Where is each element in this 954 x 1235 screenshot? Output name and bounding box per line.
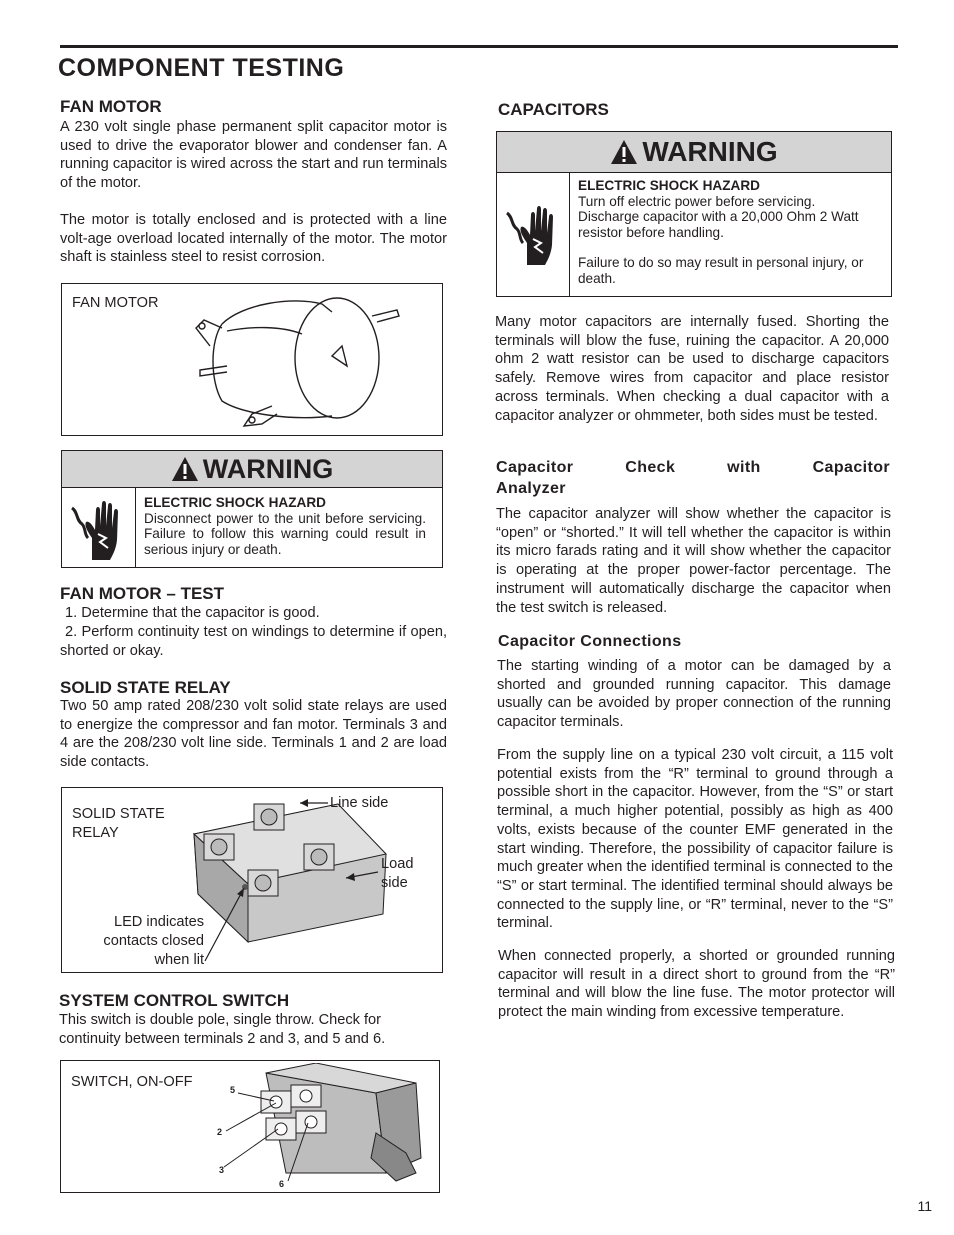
fan-motor-para-2: The motor is totally enclosed and is protected with a line volt-age overload located internally of the motor. The motor shaft is stainless steel to resist corrosion. (60, 212, 447, 266)
warning-line-1-capacitors: Turn off electric power before servicing. (578, 193, 816, 209)
shock-hand-icon-cell (62, 488, 136, 567)
warning-header-left (62, 451, 442, 488)
fan-motor-test-step-2: 2. Perform continuity test on windings to determine if open, shorted or okay. (60, 624, 447, 659)
fan-motor-illustration (182, 286, 412, 431)
warning-triangle-icon (171, 456, 199, 482)
warning-line-2-capacitors: Discharge capacitor with a 20,000 Ohm 2 Watt resistor before handling. (578, 209, 859, 240)
solid-state-relay-para: Two 50 amp rated 208/230 volt solid state relays are used to energize the compressor and fan motor. Terminals 3 and 4 are the 208/230 volt line side. Terminals 1 and 2 are load side contacts. (60, 698, 447, 771)
on-off-switch-illustration (206, 1063, 436, 1191)
warning-hazard-capacitors: ELECTRIC SHOCK HAZARD (578, 178, 761, 193)
relay-callout-line-side: Line side (330, 795, 389, 811)
warning-title-left: WARNING (202, 453, 334, 484)
warning-text-capacitors (578, 178, 888, 287)
relay-callout-load-2: side (381, 875, 408, 891)
capacitor-check-heading-1: Capacitor Check with Capacitor (496, 459, 890, 476)
electric-shock-hand-icon (62, 488, 135, 567)
system-control-switch-line-1: This switch is double pole, single throw. Check for (59, 1012, 382, 1028)
system-control-switch-line-2: continuity between terminals 2 and 3, and 5 and 6. (59, 1031, 386, 1047)
capacitor-connections-para-1: The starting winding of a motor can be damaged by a shorted and grounded running capacitor. This damage usually can be avoided by proper connection of the running capacitor terminals. (497, 658, 891, 731)
warning-box-left (61, 450, 443, 568)
relay-figure-label-2: RELAY (72, 825, 119, 841)
relay-callout-led-3: when lit (154, 952, 204, 968)
page-number: 11 (917, 1198, 932, 1214)
fan-motor-figure-label: FAN MOTOR (72, 295, 159, 311)
system-control-switch-heading: SYSTEM CONTROL SWITCH (59, 991, 290, 1010)
solid-state-relay-figure (61, 787, 443, 973)
electric-shock-hand-icon (497, 173, 569, 296)
capacitor-connections-heading: Capacitor Connections (498, 633, 682, 650)
warning-body-left: Disconnect power to the unit before servicing. Failure to follow this warning could result in serious injury or death. (144, 510, 426, 557)
relay-callout-led-2: contacts closed (103, 933, 204, 949)
warning-hazard-left: ELECTRIC SHOCK HAZARD (144, 495, 327, 510)
fan-motor-heading: FAN MOTOR (60, 97, 162, 116)
switch-terminal-3: 3 (219, 1165, 225, 1175)
switch-terminal-6: 6 (279, 1179, 285, 1189)
capacitors-heading: CAPACITORS (498, 100, 609, 119)
relay-callout-load-1: Load (381, 856, 414, 872)
switch-terminal-5: 5 (230, 1085, 236, 1095)
header-rule (60, 45, 898, 48)
warning-text-left (144, 495, 426, 557)
warning-line-3-capacitors: Failure to do so may result in personal injury, or death. (578, 255, 864, 286)
warning-title-capacitors: WARNING (642, 136, 778, 167)
capacitor-check-para: The capacitor analyzer will show whether the capacitor is “open” or “shorted.” It will tell whether the capacitor is within its micro farads rating and it will show whether the capacitor is operating at the proper power-factor percentage. The instrument will automatically discharge the capacitor when the test switch is released. (496, 506, 891, 616)
relay-callout-led-1: LED indicates (113, 914, 204, 930)
relay-figure-label-1: SOLID STATE (72, 806, 165, 822)
fan-motor-test-step-1: 1. Determine that the capacitor is good. (65, 605, 320, 621)
switch-terminal-2: 2 (217, 1127, 223, 1137)
solid-state-relay-heading: SOLID STATE RELAY (60, 678, 231, 697)
fan-motor-para-1: A 230 volt single phase permanent split capacitor motor is used to drive the evaporator blower and condenser fan. A running capacitor is wired across the start and run terminals of the motor. (60, 119, 447, 192)
capacitor-connections-para-3: When connected properly, a shorted or grounded running capacitor will result in a direct short to ground from the “R” terminal and will blow the line fuse. The motor protector will protect the main winding from excessive temperature. (498, 948, 895, 1021)
capacitors-para: Many motor capacitors are internally fused. Shorting the terminals will blow the fuse, ruining the capacitor. A 20,000 ohm 2 watt resistor can be used to discharge capacitors safely. Remove wires from capacitor and place resistor across terminals. When checking a dual capacitor with a capacitor analyzer or ohmmeter, both sides must be tested. (495, 314, 889, 424)
warning-box-capacitors (496, 131, 892, 297)
warning-header-capacitors (497, 132, 891, 173)
shock-hand-icon-cell (497, 173, 570, 296)
page-title: COMPONENT TESTING (58, 54, 345, 82)
capacitor-connections-para-2: From the supply line on a typical 230 volt circuit, a 115 volt potential exists from the “R” terminal to ground through a possible short in the capacitor. However, from the “S” or start terminal, a much higher potential, possibly as high as 400 volts, exists because of the counter EMF generated in the start winding. Therefore, the possibility of capacitor failure is much greater when the identified terminal is connected to the “S” or start terminal. The identified terminal should always be connected to the supply line, or “R” terminal, never to the “S” terminal. (497, 747, 893, 932)
warning-triangle-icon (610, 139, 638, 165)
fan-motor-test-heading: FAN MOTOR – TEST (60, 584, 225, 603)
capacitor-check-heading-2: Analyzer (496, 480, 566, 497)
fan-motor-figure (61, 283, 443, 436)
switch-figure-label: SWITCH, ON-OFF (71, 1074, 193, 1090)
switch-figure (60, 1060, 440, 1193)
